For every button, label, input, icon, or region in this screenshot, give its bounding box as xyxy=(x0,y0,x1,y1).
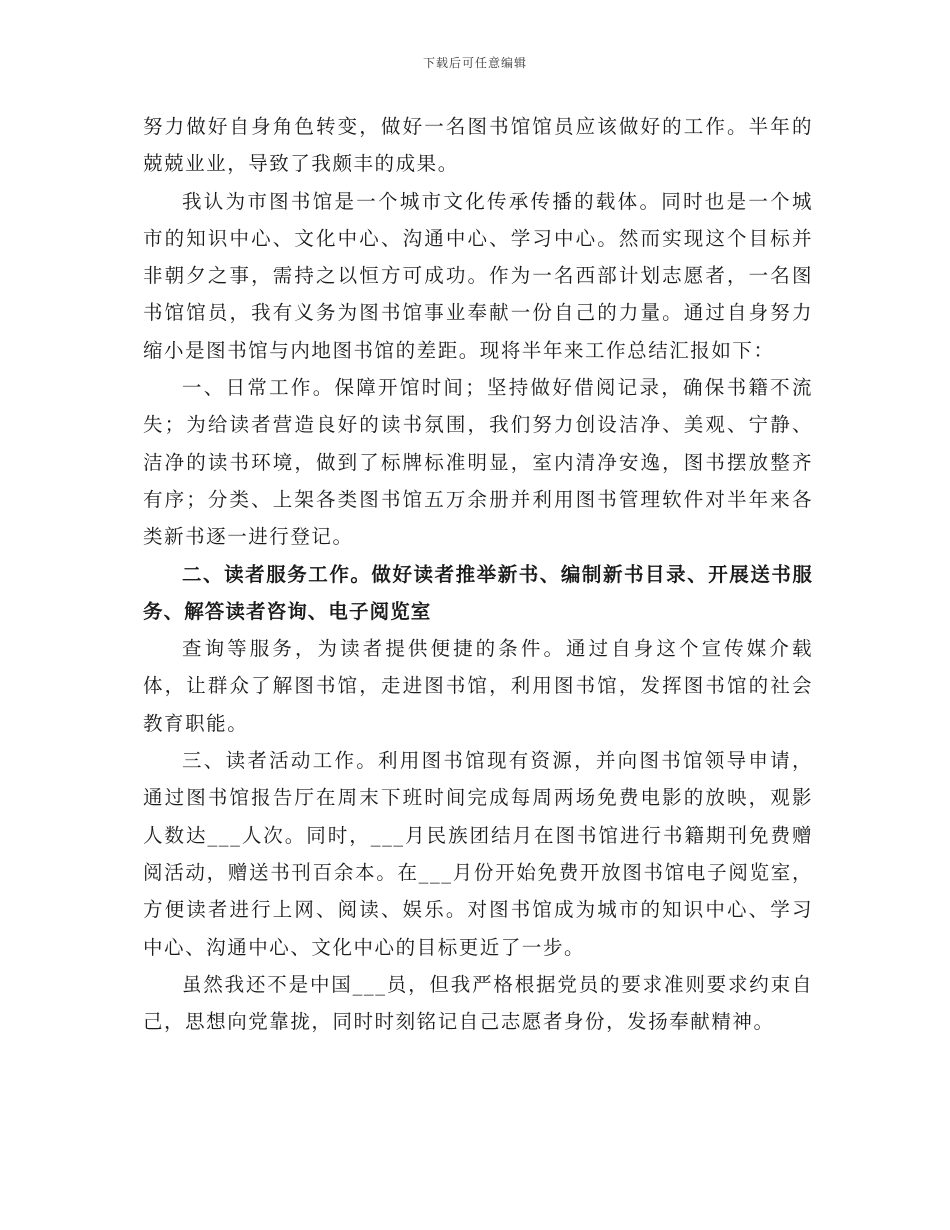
header-note: 下载后可任意编辑 xyxy=(422,56,527,70)
paragraph-intro: 我认为市图书馆是一个城市文化传承传播的载体。同时也是一个城市的知识中心、文化中心、沟通中心、学习中心。然而实现这个目标并非朝夕之事，需持之以恒方可成功。作为一名西部计划志愿者，一名图书馆馆员，我有义务为图书馆事业奉献一份自己的力量。通过自身努力缩小是图书馆与内地图书馆的差距。现将半年来工作总结汇报如下： xyxy=(143,189,813,362)
document-body xyxy=(143,108,813,1040)
paragraph-reader-service-heading: 二、读者服务工作。做好读者推举新书、编制新书目录、开展送书服务、解答读者咨询、电子阅览室 xyxy=(143,562,813,623)
paragraph-daily-work: 一、日常工作。保障开馆时间；坚持做好借阅记录，确保书籍不流失；为给读者营造良好的读书氛围，我们努力创设洁净、美观、宁静、洁净的读书环境，做到了标牌标准明显，室内清净安逸，图书摆放整齐有序；分类、上架各类图书馆五万余册并利用图书管理软件对半年来各类新书逐一进行登记。 xyxy=(143,376,813,549)
paragraph-party-commitment: 虽然我还不是中国___员，但我严格根据党员的要求准则要求约束自己，思想向党靠拢，同时时刻铭记自己志愿者身份，发扬奉献精神。 xyxy=(143,972,813,1034)
paragraph-continuation: 努力做好自身角色转变，做好一名图书馆馆员应该做好的工作。半年的兢兢业业，导致了我颇丰的成果。 xyxy=(143,115,813,176)
paragraph-reader-activities: 三、读者活动工作。利用图书馆现有资源，并向图书馆领导申请，通过图书馆报告厅在周末下班时间完成每周两场免费电影的放映，观影人数达___人次。同时，___月民族团结月在图书馆进行书籍期刊免费赠阅活动，赠送书刊百余本。在___月份开始免费开放图书馆电子阅览室，方便读者进行上网、阅读、娱乐。对图书馆成为城市的知识中心、学习中心、沟通中心、文化中心的目标更近了一步。 xyxy=(143,749,813,959)
paragraph-reader-service: 查询等服务，为读者提供便捷的条件。通过自身这个宣传媒介载体，让群众了解图书馆，走进图书馆，利用图书馆，发挥图书馆的社会教育职能。 xyxy=(143,637,813,735)
